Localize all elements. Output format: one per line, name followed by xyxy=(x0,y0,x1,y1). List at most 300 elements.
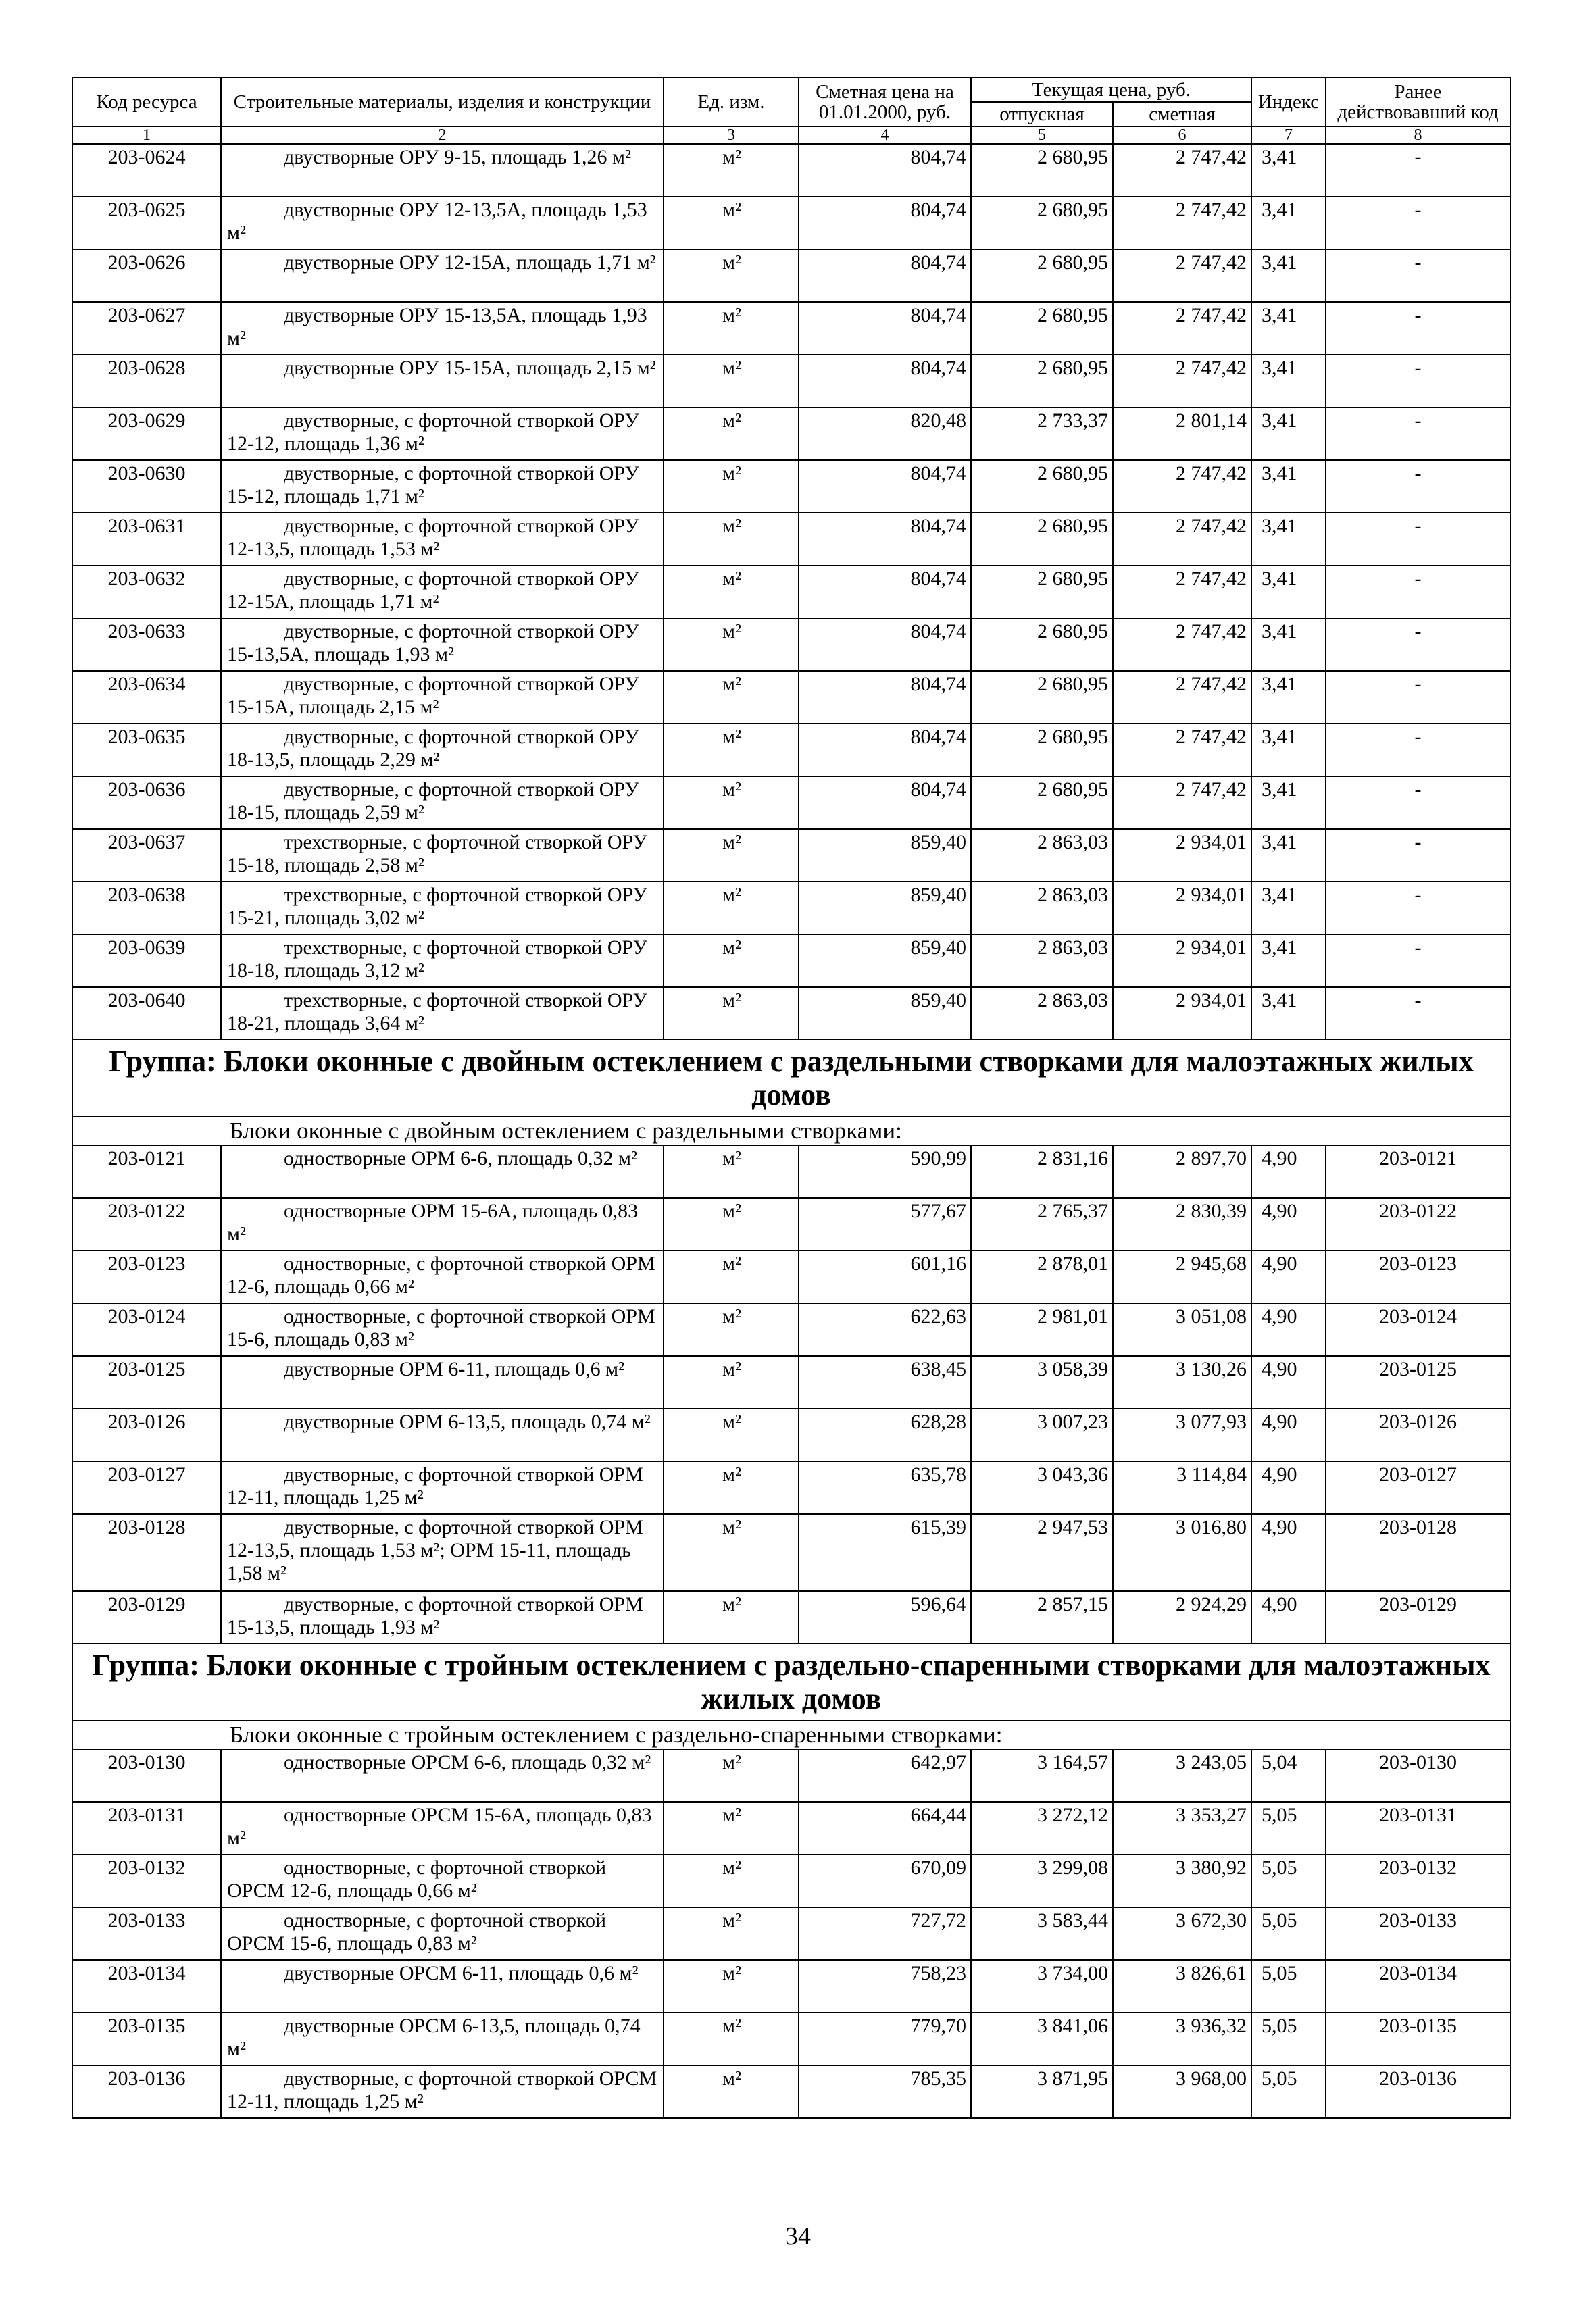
material-description-cell: двустворные, с форточной створкой ОРМ 15-13,5, площадь 1,93 м² xyxy=(221,1591,664,1644)
table-row xyxy=(72,1461,1510,1514)
group-2-heading xyxy=(72,1644,1510,1749)
price-2000-cell: 804,74 xyxy=(799,197,971,249)
unit-cell: м² xyxy=(664,829,799,882)
estimate-price-cell: 2 934,01 xyxy=(1113,829,1251,882)
group-title: Группа: Блоки оконные с тройным остеклением с раздельно-спаренными створками для малоэтажных жилых домов xyxy=(72,1644,1510,1721)
table-body-group-1 xyxy=(72,1145,1510,1644)
release-price-cell: 2 680,95 xyxy=(971,355,1113,407)
table-row xyxy=(72,1198,1510,1251)
unit-cell: м² xyxy=(664,1802,799,1855)
release-price-cell: 2 733,37 xyxy=(971,407,1113,460)
resource-code-cell: 203-0127 xyxy=(72,1461,221,1514)
estimate-price-cell: 2 747,42 xyxy=(1113,724,1251,776)
index-cell: 4,90 xyxy=(1251,1251,1326,1303)
previous-code-cell: - xyxy=(1326,829,1510,882)
previous-code-cell: 203-0136 xyxy=(1326,2065,1510,2118)
estimate-price-cell: 2 747,42 xyxy=(1113,460,1251,513)
resource-code-cell: 203-0132 xyxy=(72,1855,221,1907)
price-2000-cell: 785,35 xyxy=(799,2065,971,2118)
resource-code-cell: 203-0632 xyxy=(72,565,221,618)
resource-code-cell: 203-0640 xyxy=(72,987,221,1040)
release-price-cell: 3 043,36 xyxy=(971,1461,1113,1514)
release-price-cell: 2 680,95 xyxy=(971,302,1113,355)
previous-code-cell: - xyxy=(1326,882,1510,934)
unit-cell: м² xyxy=(664,618,799,671)
previous-code-cell: 203-0133 xyxy=(1326,1907,1510,1960)
column-number: 2 xyxy=(221,126,664,144)
resource-code-cell: 203-0126 xyxy=(72,1409,221,1461)
index-cell: 3,41 xyxy=(1251,882,1326,934)
subgroup-title: Блоки оконные с тройным остеклением с раздельно-спаренными створками: xyxy=(72,1721,1510,1749)
release-price-cell: 2 831,16 xyxy=(971,1145,1113,1198)
estimate-price-cell: 3 114,84 xyxy=(1113,1461,1251,1514)
unit-cell: м² xyxy=(664,2065,799,2118)
previous-code-cell: 203-0128 xyxy=(1326,1514,1510,1591)
price-2000-cell: 804,74 xyxy=(799,565,971,618)
resource-code-cell: 203-0630 xyxy=(72,460,221,513)
header-previous-code: Ранее действовавший код xyxy=(1326,78,1510,126)
estimate-price-cell: 2 945,68 xyxy=(1113,1251,1251,1303)
resource-code-cell: 203-0625 xyxy=(72,197,221,249)
index-cell: 5,05 xyxy=(1251,1802,1326,1855)
index-cell: 3,41 xyxy=(1251,724,1326,776)
table-row xyxy=(72,1855,1510,1907)
previous-code-cell: 203-0126 xyxy=(1326,1409,1510,1461)
table-row xyxy=(72,1303,1510,1356)
estimate-price-cell: 2 747,42 xyxy=(1113,671,1251,724)
index-cell: 3,41 xyxy=(1251,302,1326,355)
resource-code-cell: 203-0634 xyxy=(72,671,221,724)
index-cell: 5,05 xyxy=(1251,1960,1326,2013)
resource-code-cell: 203-0636 xyxy=(72,776,221,829)
material-description-cell: трехстворные, с форточной створкой ОРУ 18-18, площадь 3,12 м² xyxy=(221,934,664,987)
index-cell: 4,90 xyxy=(1251,1356,1326,1409)
unit-cell: м² xyxy=(664,1591,799,1644)
resource-code-cell: 203-0121 xyxy=(72,1145,221,1198)
estimate-price-cell: 2 747,42 xyxy=(1113,249,1251,302)
resource-code-cell: 203-0129 xyxy=(72,1591,221,1644)
resource-code-cell: 203-0135 xyxy=(72,2013,221,2065)
price-2000-cell: 577,67 xyxy=(799,1198,971,1251)
previous-code-cell: - xyxy=(1326,302,1510,355)
table-row xyxy=(72,302,1510,355)
estimate-price-cell: 3 130,26 xyxy=(1113,1356,1251,1409)
unit-cell: м² xyxy=(664,671,799,724)
table-row xyxy=(72,934,1510,987)
previous-code-cell: - xyxy=(1326,934,1510,987)
price-2000-cell: 758,23 xyxy=(799,1960,971,2013)
previous-code-cell: - xyxy=(1326,513,1510,565)
material-description-cell: двустворные ОРУ 15-15А, площадь 2,15 м² xyxy=(221,355,664,407)
price-2000-cell: 859,40 xyxy=(799,987,971,1040)
table-row xyxy=(72,724,1510,776)
column-number-row xyxy=(72,126,1510,144)
table-row xyxy=(72,1356,1510,1409)
previous-code-cell: 203-0130 xyxy=(1326,1749,1510,1802)
unit-cell: м² xyxy=(664,460,799,513)
table-row xyxy=(72,1749,1510,1802)
table-body-group-2 xyxy=(72,1749,1510,2118)
unit-cell: м² xyxy=(664,144,799,197)
resource-code-cell: 203-0626 xyxy=(72,249,221,302)
index-cell: 4,90 xyxy=(1251,1303,1326,1356)
column-number: 3 xyxy=(664,126,799,144)
header-release-price: отпускная xyxy=(971,102,1113,126)
resource-code-cell: 203-0638 xyxy=(72,882,221,934)
material-description-cell: двустворные, с форточной створкой ОРУ 12-12, площадь 1,36 м² xyxy=(221,407,664,460)
previous-code-cell: 203-0124 xyxy=(1326,1303,1510,1356)
resource-code-cell: 203-0136 xyxy=(72,2065,221,2118)
table-row xyxy=(72,1907,1510,1960)
price-2000-cell: 804,74 xyxy=(799,618,971,671)
previous-code-cell: - xyxy=(1326,249,1510,302)
estimate-price-cell: 3 672,30 xyxy=(1113,1907,1251,1960)
price-2000-cell: 638,45 xyxy=(799,1356,971,1409)
resource-code-cell: 203-0124 xyxy=(72,1303,221,1356)
previous-code-cell: 203-0125 xyxy=(1326,1356,1510,1409)
estimate-price-cell: 2 747,42 xyxy=(1113,565,1251,618)
resource-code-cell: 203-0128 xyxy=(72,1514,221,1591)
previous-code-cell: 203-0132 xyxy=(1326,1855,1510,1907)
table-row xyxy=(72,618,1510,671)
estimate-price-cell: 3 968,00 xyxy=(1113,2065,1251,2118)
index-cell: 3,41 xyxy=(1251,460,1326,513)
material-description-cell: двустворные ОРУ 15-13,5А, площадь 1,93 м² xyxy=(221,302,664,355)
header-row xyxy=(72,78,1510,102)
price-2000-cell: 670,09 xyxy=(799,1855,971,1907)
table-row xyxy=(72,2065,1510,2118)
table-row xyxy=(72,460,1510,513)
estimate-price-cell: 2 747,42 xyxy=(1113,618,1251,671)
unit-cell: м² xyxy=(664,882,799,934)
unit-cell: м² xyxy=(664,1514,799,1591)
header-unit: Ед. изм. xyxy=(664,78,799,126)
resource-code-cell: 203-0628 xyxy=(72,355,221,407)
material-description-cell: трехстворные, с форточной створкой ОРУ 18-21, площадь 3,64 м² xyxy=(221,987,664,1040)
material-description-cell: двустворные ОРУ 9-15, площадь 1,26 м² xyxy=(221,144,664,197)
unit-cell: м² xyxy=(664,249,799,302)
release-price-cell: 3 734,00 xyxy=(971,1960,1113,2013)
index-cell: 4,90 xyxy=(1251,1198,1326,1251)
release-price-cell: 2 765,37 xyxy=(971,1198,1113,1251)
table-row xyxy=(72,671,1510,724)
header-code: Код ресурса xyxy=(72,78,221,126)
material-description-cell: двустворные, с форточной створкой ОРУ 18-13,5, площадь 2,29 м² xyxy=(221,724,664,776)
material-description-cell: трехстворные, с форточной створкой ОРУ 15-21, площадь 3,02 м² xyxy=(221,882,664,934)
previous-code-cell: 203-0134 xyxy=(1326,1960,1510,2013)
release-price-cell: 2 863,03 xyxy=(971,829,1113,882)
unit-cell: м² xyxy=(664,1749,799,1802)
price-2000-cell: 820,48 xyxy=(799,407,971,460)
table-row xyxy=(72,882,1510,934)
resource-code-cell: 203-0122 xyxy=(72,1198,221,1251)
resource-code-cell: 203-0125 xyxy=(72,1356,221,1409)
resource-code-cell: 203-0633 xyxy=(72,618,221,671)
unit-cell: м² xyxy=(664,1198,799,1251)
index-cell: 5,05 xyxy=(1251,2013,1326,2065)
material-description-cell: одностворные, с форточной створкой ОРМ 15-6, площадь 0,83 м² xyxy=(221,1303,664,1356)
table-row xyxy=(72,829,1510,882)
material-description-cell: двустворные ОРУ 12-13,5А, площадь 1,53 м² xyxy=(221,197,664,249)
resource-code-cell: 203-0639 xyxy=(72,934,221,987)
unit-cell: м² xyxy=(664,1855,799,1907)
index-cell: 5,05 xyxy=(1251,1907,1326,1960)
estimate-price-cell: 2 747,42 xyxy=(1113,197,1251,249)
table-row xyxy=(72,513,1510,565)
previous-code-cell: - xyxy=(1326,407,1510,460)
previous-code-cell: - xyxy=(1326,144,1510,197)
release-price-cell: 2 680,95 xyxy=(971,197,1113,249)
estimate-price-cell: 3 077,93 xyxy=(1113,1409,1251,1461)
release-price-cell: 2 680,95 xyxy=(971,565,1113,618)
table-row xyxy=(72,1960,1510,2013)
previous-code-cell: - xyxy=(1326,776,1510,829)
release-price-cell: 3 272,12 xyxy=(971,1802,1113,1855)
table-row xyxy=(72,355,1510,407)
price-2000-cell: 804,74 xyxy=(799,671,971,724)
column-number: 7 xyxy=(1251,126,1326,144)
table-row xyxy=(72,1251,1510,1303)
estimate-price-cell: 2 747,42 xyxy=(1113,144,1251,197)
material-description-cell: двустворные ОРМ 6-11, площадь 0,6 м² xyxy=(221,1356,664,1409)
material-description-cell: двустворные, с форточной створкой ОРМ 12-11, площадь 1,25 м² xyxy=(221,1461,664,1514)
index-cell: 3,41 xyxy=(1251,934,1326,987)
previous-code-cell: - xyxy=(1326,565,1510,618)
table-row xyxy=(72,1145,1510,1198)
unit-cell: м² xyxy=(664,1356,799,1409)
resource-code-cell: 203-0123 xyxy=(72,1251,221,1303)
material-description-cell: двустворные, с форточной створкой ОРУ 12-13,5, площадь 1,53 м² xyxy=(221,513,664,565)
price-2000-cell: 590,99 xyxy=(799,1145,971,1198)
header-materials: Строительные материалы, изделия и конструкции xyxy=(221,78,664,126)
index-cell: 5,05 xyxy=(1251,2065,1326,2118)
table-row xyxy=(72,1409,1510,1461)
release-price-cell: 3 058,39 xyxy=(971,1356,1113,1409)
header-index: Индекс xyxy=(1251,78,1326,126)
price-2000-cell: 804,74 xyxy=(799,249,971,302)
resource-code-cell: 203-0635 xyxy=(72,724,221,776)
release-price-cell: 2 878,01 xyxy=(971,1251,1113,1303)
column-number: 1 xyxy=(72,126,221,144)
group-title-row xyxy=(72,1040,1510,1117)
index-cell: 3,41 xyxy=(1251,144,1326,197)
group-title: Группа: Блоки оконные с двойным остеклением с раздельными створками для малоэтажных жилых домов xyxy=(72,1040,1510,1117)
unit-cell: м² xyxy=(664,407,799,460)
unit-cell: м² xyxy=(664,934,799,987)
price-2000-cell: 804,74 xyxy=(799,144,971,197)
material-description-cell: трехстворные, с форточной створкой ОРУ 15-18, площадь 2,58 м² xyxy=(221,829,664,882)
release-price-cell: 3 299,08 xyxy=(971,1855,1113,1907)
material-description-cell: одностворные ОРМ 15-6А, площадь 0,83 м² xyxy=(221,1198,664,1251)
release-price-cell: 2 680,95 xyxy=(971,724,1113,776)
header-current-price: Текущая цена, руб. xyxy=(971,78,1251,102)
material-description-cell: двустворные, с форточной створкой ОРСМ 12-11, площадь 1,25 м² xyxy=(221,2065,664,2118)
price-2000-cell: 635,78 xyxy=(799,1461,971,1514)
estimate-price-cell: 2 747,42 xyxy=(1113,513,1251,565)
table-row xyxy=(72,565,1510,618)
price-2000-cell: 804,74 xyxy=(799,724,971,776)
index-cell: 3,41 xyxy=(1251,671,1326,724)
price-2000-cell: 804,74 xyxy=(799,302,971,355)
material-description-cell: двустворные, с форточной створкой ОРМ 12-13,5, площадь 1,53 м²; ОРМ 15-11, площадь 1,58 м² xyxy=(221,1514,664,1591)
estimate-price-cell: 2 934,01 xyxy=(1113,882,1251,934)
release-price-cell: 2 680,95 xyxy=(971,618,1113,671)
unit-cell: м² xyxy=(664,1409,799,1461)
release-price-cell: 3 007,23 xyxy=(971,1409,1113,1461)
material-description-cell: одностворные, с форточной створкой ОРСМ 15-6, площадь 0,83 м² xyxy=(221,1907,664,1960)
release-price-cell: 2 680,95 xyxy=(971,513,1113,565)
table-row xyxy=(72,1591,1510,1644)
release-price-cell: 3 871,95 xyxy=(971,2065,1113,2118)
release-price-cell: 2 981,01 xyxy=(971,1303,1113,1356)
resource-code-cell: 203-0629 xyxy=(72,407,221,460)
subgroup-title-row xyxy=(72,1721,1510,1749)
material-description-cell: одностворные, с форточной створкой ОРМ 12-6, площадь 0,66 м² xyxy=(221,1251,664,1303)
previous-code-cell: - xyxy=(1326,355,1510,407)
release-price-cell: 3 164,57 xyxy=(971,1749,1113,1802)
page-number: 34 xyxy=(785,2222,811,2250)
previous-code-cell: 203-0129 xyxy=(1326,1591,1510,1644)
unit-cell: м² xyxy=(664,1461,799,1514)
index-cell: 5,04 xyxy=(1251,1749,1326,1802)
estimate-price-cell: 2 897,70 xyxy=(1113,1145,1251,1198)
price-2000-cell: 804,74 xyxy=(799,460,971,513)
unit-cell: м² xyxy=(664,987,799,1040)
price-2000-cell: 804,74 xyxy=(799,776,971,829)
estimate-price-cell: 3 016,80 xyxy=(1113,1514,1251,1591)
price-2000-cell: 628,28 xyxy=(799,1409,971,1461)
price-2000-cell: 622,63 xyxy=(799,1303,971,1356)
estimate-price-cell: 2 830,39 xyxy=(1113,1198,1251,1251)
price-table xyxy=(72,77,1511,2119)
estimate-price-cell: 2 747,42 xyxy=(1113,302,1251,355)
price-2000-cell: 596,64 xyxy=(799,1591,971,1644)
table-row xyxy=(72,776,1510,829)
resource-code-cell: 203-0627 xyxy=(72,302,221,355)
release-price-cell: 2 857,15 xyxy=(971,1591,1113,1644)
column-number: 8 xyxy=(1326,126,1510,144)
estimate-price-cell: 2 934,01 xyxy=(1113,987,1251,1040)
release-price-cell: 2 680,95 xyxy=(971,460,1113,513)
price-2000-cell: 727,72 xyxy=(799,1907,971,1960)
header-estimate-price-2000: Сметная цена на 01.01.2000, руб. xyxy=(799,78,971,126)
resource-code-cell: 203-0624 xyxy=(72,144,221,197)
material-description-cell: двустворные, с форточной створкой ОРУ 15-13,5А, площадь 1,93 м² xyxy=(221,618,664,671)
material-description-cell: двустворные ОРУ 12-15А, площадь 1,71 м² xyxy=(221,249,664,302)
resource-code-cell: 203-0131 xyxy=(72,1802,221,1855)
table-body-top xyxy=(72,144,1510,1040)
unit-cell: м² xyxy=(664,565,799,618)
material-description-cell: одностворные, с форточной створкой ОРСМ 12-6, площадь 0,66 м² xyxy=(221,1855,664,1907)
material-description-cell: двустворные, с форточной створкой ОРУ 12-15А, площадь 1,71 м² xyxy=(221,565,664,618)
table-row xyxy=(72,987,1510,1040)
index-cell: 3,41 xyxy=(1251,249,1326,302)
material-description-cell: двустворные, с форточной створкой ОРУ 15-15А, площадь 2,15 м² xyxy=(221,671,664,724)
previous-code-cell: - xyxy=(1326,724,1510,776)
unit-cell: м² xyxy=(664,1145,799,1198)
estimate-price-cell: 3 353,27 xyxy=(1113,1802,1251,1855)
price-2000-cell: 601,16 xyxy=(799,1251,971,1303)
unit-cell: м² xyxy=(664,302,799,355)
price-2000-cell: 804,74 xyxy=(799,355,971,407)
index-cell: 4,90 xyxy=(1251,1514,1326,1591)
index-cell: 3,41 xyxy=(1251,829,1326,882)
release-price-cell: 2 863,03 xyxy=(971,987,1113,1040)
price-2000-cell: 859,40 xyxy=(799,934,971,987)
unit-cell: м² xyxy=(664,1303,799,1356)
subgroup-title-row xyxy=(72,1117,1510,1145)
index-cell: 4,90 xyxy=(1251,1145,1326,1198)
unit-cell: м² xyxy=(664,1907,799,1960)
unit-cell: м² xyxy=(664,355,799,407)
material-description-cell: двустворные, с форточной створкой ОРУ 15-12, площадь 1,71 м² xyxy=(221,460,664,513)
previous-code-cell: - xyxy=(1326,671,1510,724)
release-price-cell: 2 680,95 xyxy=(971,776,1113,829)
index-cell: 3,41 xyxy=(1251,776,1326,829)
price-2000-cell: 859,40 xyxy=(799,882,971,934)
material-description-cell: одностворные ОРМ 6-6, площадь 0,32 м² xyxy=(221,1145,664,1198)
price-2000-cell: 642,97 xyxy=(799,1749,971,1802)
previous-code-cell: 203-0135 xyxy=(1326,2013,1510,2065)
index-cell: 5,05 xyxy=(1251,1855,1326,1907)
group-1-heading xyxy=(72,1040,1510,1145)
release-price-cell: 2 947,53 xyxy=(971,1514,1113,1591)
price-2000-cell: 615,39 xyxy=(799,1514,971,1591)
previous-code-cell: 203-0123 xyxy=(1326,1251,1510,1303)
column-number: 6 xyxy=(1113,126,1251,144)
material-description-cell: двустворные, с форточной створкой ОРУ 18-15, площадь 2,59 м² xyxy=(221,776,664,829)
release-price-cell: 2 863,03 xyxy=(971,934,1113,987)
index-cell: 3,41 xyxy=(1251,513,1326,565)
material-description-cell: одностворные ОРСМ 6-6, площадь 0,32 м² xyxy=(221,1749,664,1802)
previous-code-cell: - xyxy=(1326,460,1510,513)
unit-cell: м² xyxy=(664,197,799,249)
index-cell: 3,41 xyxy=(1251,565,1326,618)
unit-cell: м² xyxy=(664,1960,799,2013)
release-price-cell: 2 680,95 xyxy=(971,249,1113,302)
previous-code-cell: - xyxy=(1326,987,1510,1040)
previous-code-cell: 203-0131 xyxy=(1326,1802,1510,1855)
release-price-cell: 3 841,06 xyxy=(971,2013,1113,2065)
price-2000-cell: 779,70 xyxy=(799,2013,971,2065)
unit-cell: м² xyxy=(664,513,799,565)
estimate-price-cell: 2 747,42 xyxy=(1113,776,1251,829)
estimate-price-cell: 2 747,42 xyxy=(1113,355,1251,407)
previous-code-cell: 203-0121 xyxy=(1326,1145,1510,1198)
resource-code-cell: 203-0134 xyxy=(72,1960,221,2013)
column-number: 5 xyxy=(971,126,1113,144)
estimate-price-cell: 2 924,29 xyxy=(1113,1591,1251,1644)
resource-code-cell: 203-0130 xyxy=(72,1749,221,1802)
price-2000-cell: 859,40 xyxy=(799,829,971,882)
price-2000-cell: 804,74 xyxy=(799,513,971,565)
estimate-price-cell: 3 936,32 xyxy=(1113,2013,1251,2065)
unit-cell: м² xyxy=(664,724,799,776)
header-estimate-price: сметная xyxy=(1113,102,1251,126)
resource-code-cell: 203-0133 xyxy=(72,1907,221,1960)
subgroup-title: Блоки оконные с двойным остеклением с раздельными створками: xyxy=(72,1117,1510,1145)
previous-code-cell: 203-0122 xyxy=(1326,1198,1510,1251)
index-cell: 3,41 xyxy=(1251,987,1326,1040)
unit-cell: м² xyxy=(664,1251,799,1303)
estimate-price-cell: 3 243,05 xyxy=(1113,1749,1251,1802)
table-row xyxy=(72,144,1510,197)
release-price-cell: 2 863,03 xyxy=(971,882,1113,934)
estimate-price-cell: 3 051,08 xyxy=(1113,1303,1251,1356)
estimate-price-cell: 3 826,61 xyxy=(1113,1960,1251,2013)
material-description-cell: двустворные ОРСМ 6-11, площадь 0,6 м² xyxy=(221,1960,664,2013)
group-title-row xyxy=(72,1644,1510,1721)
